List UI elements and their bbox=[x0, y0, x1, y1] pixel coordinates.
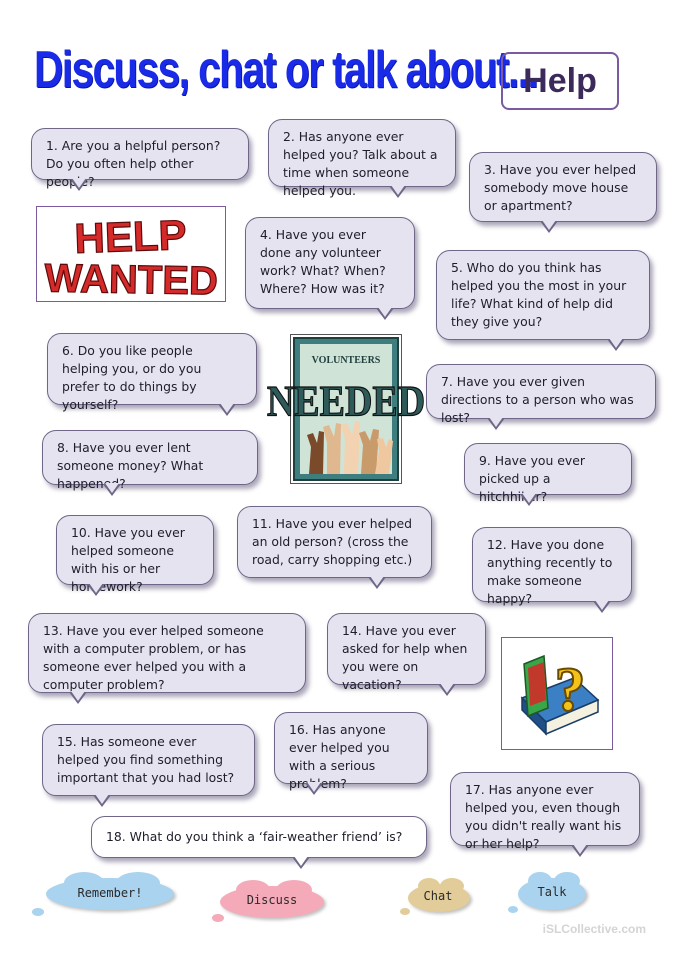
question-text: 15. Has someone ever helped you find something important that you had lost? bbox=[57, 734, 235, 785]
question-text: 5. Who do you think has helped you the most in your life? What kind of help did they give you? bbox=[451, 260, 627, 329]
question-bubble-8 bbox=[42, 430, 258, 491]
talk-label: Talk bbox=[537, 885, 567, 899]
question-bubble-16 bbox=[274, 712, 428, 791]
wanted-word: WANTED bbox=[44, 256, 219, 304]
chat-cloud bbox=[404, 878, 472, 914]
remember-label: Remember! bbox=[77, 886, 143, 900]
volunteers-needed-graphic bbox=[266, 335, 426, 483]
help-wanted-graphic bbox=[37, 207, 225, 304]
volunteers-word: VOLUNTEERS bbox=[311, 355, 381, 366]
remember-cloud bbox=[40, 872, 180, 914]
question-bubble-9 bbox=[464, 443, 632, 504]
question-text: 14. Have you ever asked for help when you were on vacation? bbox=[342, 623, 468, 692]
question-bubble-5 bbox=[436, 250, 650, 340]
question-text: 1. Are you a helpful person? Do you often help other people? bbox=[46, 138, 221, 189]
question-text: 12. Have you done anything recently to make someone happy? bbox=[487, 537, 613, 606]
question-bubble-3 bbox=[469, 152, 657, 222]
watermark: iSLCollective.com bbox=[542, 922, 646, 936]
question-text: 2. Has anyone ever helped you? Talk about a time when someone helped you. bbox=[283, 129, 438, 198]
question-bubble-10 bbox=[56, 515, 214, 594]
question-text: 3. Have you ever helped somebody move house or apartment? bbox=[484, 162, 637, 213]
question-text: 16. Has anyone ever helped you with a serious problem? bbox=[289, 722, 390, 791]
question-bubble-4 bbox=[245, 217, 415, 309]
question-book-icon bbox=[502, 638, 612, 749]
help-wanted-image bbox=[36, 206, 226, 302]
question-text: 8. Have you ever lent someone money? What happened? bbox=[57, 440, 204, 491]
question-text: 10. Have you ever helped someone with his or her homework? bbox=[71, 525, 185, 594]
question-book-image bbox=[501, 637, 613, 750]
question-bubble-17 bbox=[450, 772, 640, 851]
question-bubble-14 bbox=[327, 613, 486, 692]
question-bubble-12 bbox=[472, 527, 632, 606]
question-bubble-13 bbox=[28, 613, 306, 693]
question-bubble-6 bbox=[47, 333, 257, 412]
question-text: 7. Have you ever given directions to a person who was lost? bbox=[441, 374, 634, 425]
page-title: Discuss, chat or talk about... bbox=[34, 41, 538, 99]
question-text: 11. Have you ever helped an old person? (cross the road, carry shopping etc.) bbox=[252, 516, 413, 567]
question-text: 13. Have you ever helped someone with a computer problem, or has someone ever helped you with a computer problem? bbox=[43, 623, 264, 692]
volunteers-needed-image bbox=[266, 334, 426, 484]
question-text: 17. Has anyone ever helped you, even though you didn't really want his or her help? bbox=[465, 782, 622, 851]
discuss-label: Discuss bbox=[246, 893, 298, 907]
svg-text:?: ? bbox=[554, 656, 586, 724]
help-word: HELP bbox=[73, 211, 188, 262]
question-bubble-2 bbox=[268, 119, 456, 198]
discuss-cloud bbox=[214, 880, 330, 920]
chat-label: Chat bbox=[423, 889, 453, 903]
question-bubble-7 bbox=[426, 364, 656, 425]
topic-box: Help bbox=[501, 52, 619, 110]
question-bubble-15 bbox=[42, 724, 255, 796]
question-bubble-11 bbox=[237, 506, 432, 578]
needed-word: NEEDED bbox=[266, 377, 426, 426]
question-bubble-18 bbox=[91, 816, 427, 858]
talk-cloud bbox=[514, 872, 590, 912]
question-bubble-1 bbox=[31, 128, 249, 189]
question-text: 6. Do you like people helping you, or do you prefer to do things by yourself? bbox=[62, 343, 202, 412]
question-text: 4. Have you ever done any volunteer work? What? When? Where? How was it? bbox=[260, 227, 386, 296]
question-text: 18. What do you think a ‘fair-weather friend’ is? bbox=[106, 829, 403, 844]
question-text: 9. Have you ever picked up a hitchhiker? bbox=[479, 453, 585, 504]
